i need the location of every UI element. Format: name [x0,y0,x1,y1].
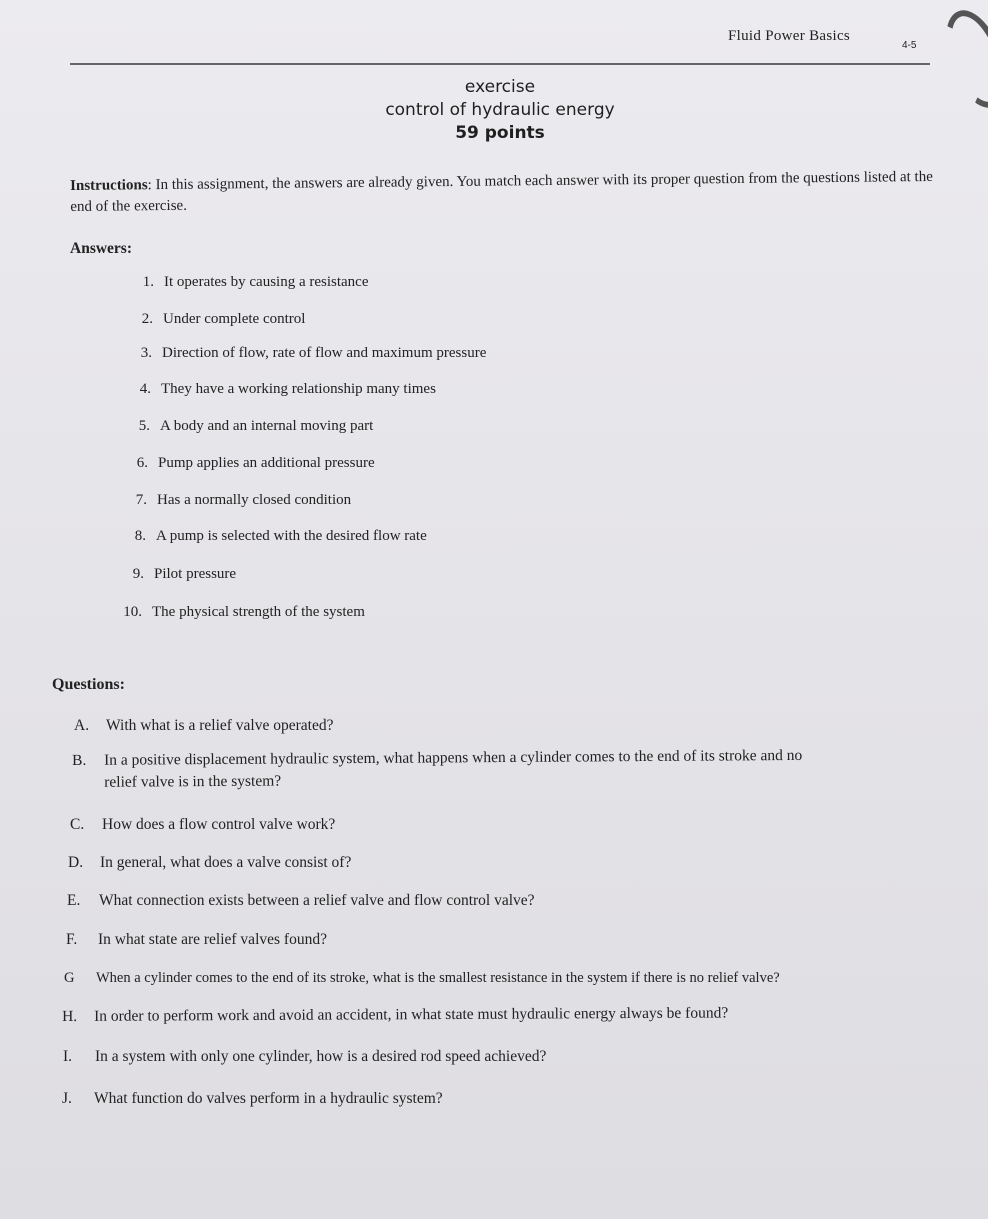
instructions-label: Instructions [70,177,148,194]
question-item [70,814,335,836]
question-item [66,929,327,951]
answer-text: A pump is selected with the desired flow rate [156,528,427,544]
question-letter: E. [67,892,81,909]
question-text: In general, what does a valve consist of? [100,854,352,871]
answer-item [120,528,427,545]
question-item [72,745,802,794]
question-letter: D. [68,854,84,871]
question-letter: H. [62,1007,78,1025]
instructions-text: : In this assignment, the answers are already given. You match each answer with its proper question from the questions listed at the end of the exercise. [70,168,933,215]
question-text: In order to perform work and avoid an accident, in what state must hydraulic energy always be found? [94,1004,729,1025]
question-letter: B. [72,751,87,769]
question-item [62,1088,443,1110]
question-text: In a system with only one cylinder, how is a desired rod speed achieved? [95,1048,547,1065]
question-item [62,1003,728,1028]
question-text-continued: relief valve is in the system? [104,772,282,791]
question-text: What function do valves perform in a hydraulic system? [94,1090,443,1107]
answer-item [126,345,486,362]
question-text: With what is a relief valve operated? [106,717,334,734]
answer-number: 3. [140,345,152,361]
answer-number: 5. [138,418,150,434]
answer-text: Has a normally closed condition [157,492,352,508]
answer-number: 1. [142,274,154,290]
answer-item [128,274,369,291]
answer-text: Pump applies an additional pressure [158,455,375,471]
answer-item [125,381,436,398]
answer-item [116,604,365,621]
answer-number: 2. [141,311,153,327]
question-text: What connection exists between a relief valve and flow control valve? [99,892,535,909]
question-letter: F. [66,931,78,948]
question-item [63,1046,546,1068]
question-text: How does a flow control valve work? [102,816,336,833]
answer-text: Direction of flow, rate of flow and maximum pressure [162,345,487,361]
answer-text: Under complete control [163,311,306,327]
question-text: When a cylinder comes to the end of its stroke, what is the smallest resistance in the system if there is no relief valve? [96,970,780,986]
title-points: 59 points [455,123,545,143]
answer-item [118,566,236,583]
answer-number: 4. [139,381,151,397]
question-item [67,890,535,912]
page-number: 4-5 [902,40,917,51]
question-letter: A. [74,717,90,734]
answer-item [127,311,305,328]
instructions-paragraph [70,167,940,218]
answer-text: The physical strength of the system [152,604,365,620]
answer-item [121,492,351,509]
answer-item [124,418,373,435]
answer-number: 10. [123,604,142,620]
title-block [300,76,700,145]
answer-item [122,455,375,472]
title-line-2: control of hydraulic energy [385,100,615,120]
answers-heading: Answers: [70,240,132,257]
answer-text: It operates by causing a resistance [164,274,369,290]
question-item [64,967,780,989]
answer-number: 6. [136,455,148,471]
answer-number: 8. [134,528,146,544]
answer-text: A body and an internal moving part [160,418,374,434]
question-item [68,852,351,874]
question-letter: G [64,970,75,986]
running-header: Fluid Power Basics [728,28,851,44]
question-letter: C. [70,816,85,833]
question-item [74,715,333,737]
answer-text: Pilot pressure [154,566,237,582]
answer-number: 7. [135,492,147,508]
question-letter: J. [62,1090,72,1107]
question-letter: I. [63,1048,73,1065]
answer-text: They have a working relationship many times [161,381,436,397]
header-rule [70,63,930,65]
answer-number: 9. [132,566,144,582]
question-text: In a positive displacement hydraulic system, what happens when a cylinder comes to the end of its stroke and no [104,746,803,769]
question-text: In what state are relief valves found? [98,931,327,948]
title-line-1: exercise [464,77,536,97]
questions-heading: Questions: [52,676,125,693]
binder-ring [934,2,988,116]
